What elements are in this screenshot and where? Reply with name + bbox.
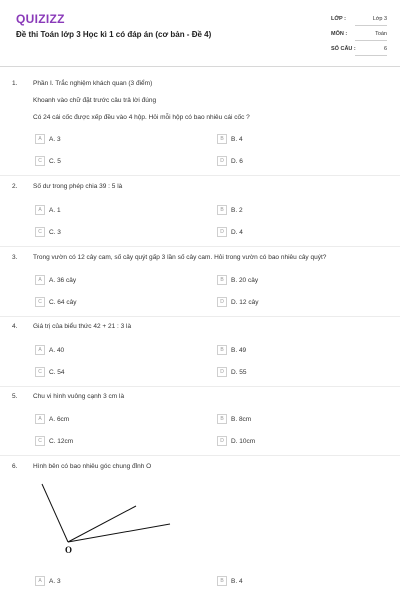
angle-diagram (38, 480, 178, 560)
option-letter-box: C (35, 297, 45, 307)
option-text: C. 54 (49, 368, 65, 376)
answer-option-b[interactable] (217, 345, 246, 355)
question-divider (0, 175, 400, 176)
answer-option-b[interactable] (217, 414, 251, 424)
answer-option-c[interactable] (35, 227, 61, 237)
option-text: D. 10cm (231, 437, 256, 445)
option-letter-box: D (217, 297, 227, 307)
option-letter-box: A (35, 414, 45, 424)
option-letter-box: A (35, 134, 45, 144)
question-text: Trong vườn có 12 cây cam, số cây quýt gấp 3 lần số cây cam. Hỏi trong vườn có bao nhiêu cây quýt? (33, 254, 327, 261)
question-number: 3. (12, 254, 18, 261)
option-text: B. 4 (231, 135, 243, 143)
option-letter-box: C (35, 227, 45, 237)
answer-option-b[interactable] (217, 275, 258, 285)
meta-value: Toán (375, 31, 387, 37)
option-text: C. 64 cây (49, 298, 77, 306)
answer-option-a[interactable] (35, 345, 64, 355)
option-text: C. 5 (49, 157, 61, 165)
option-text: A. 6cm (49, 415, 70, 423)
vertex-label: O (65, 545, 73, 555)
meta-underline (355, 25, 387, 26)
answer-option-d[interactable] (217, 436, 255, 446)
option-text: D. 4 (231, 228, 243, 236)
option-letter-box: B (217, 275, 227, 285)
option-text: C. 12cm (49, 437, 74, 445)
ray (42, 484, 68, 542)
option-letter-box: A (35, 205, 45, 215)
option-text: B. 8cm (231, 415, 252, 423)
answer-option-c[interactable] (35, 367, 65, 377)
option-letter-box: D (217, 227, 227, 237)
answer-option-d[interactable] (217, 156, 243, 166)
option-text: B. 20 cây (231, 276, 259, 284)
option-text: B. 4 (231, 577, 243, 585)
option-text: A. 40 (49, 346, 65, 354)
option-letter-box: B (217, 576, 227, 586)
answer-option-a[interactable] (35, 275, 76, 285)
question-text: Số dư trong phép chia 39 : 5 là (33, 183, 123, 190)
answer-option-c[interactable] (35, 436, 73, 446)
option-text: D. 6 (231, 157, 243, 165)
option-text: A. 36 cây (49, 276, 77, 284)
worksheet-header (0, 0, 400, 67)
option-letter-box: A (35, 345, 45, 355)
ray (68, 506, 136, 542)
answer-option-b[interactable] (217, 576, 243, 586)
answer-option-a[interactable] (35, 205, 61, 215)
answer-option-d[interactable] (217, 227, 243, 237)
option-letter-box: C (35, 156, 45, 166)
option-text: B. 49 (231, 346, 247, 354)
question-text: Chu vi hình vuông cạnh 3 cm là (33, 393, 125, 400)
question-divider (0, 386, 400, 387)
option-letter-box: C (35, 367, 45, 377)
question-text: Khoanh vào chữ đặt trước câu trả lời đúng (33, 97, 157, 104)
option-letter-box: C (35, 436, 45, 446)
answer-option-b[interactable] (217, 134, 243, 144)
quizizz-logo: QUIZIZZ (16, 12, 65, 26)
option-letter-box: D (217, 367, 227, 377)
question-divider (0, 316, 400, 317)
option-text: B. 2 (231, 206, 243, 214)
meta-value: 6 (383, 46, 387, 52)
answer-option-c[interactable] (35, 156, 61, 166)
question-divider (0, 455, 400, 456)
option-letter-box: D (217, 156, 227, 166)
question-text: Giá trị của biểu thức 42 + 21 : 3 là (33, 323, 132, 330)
option-text: A. 1 (49, 206, 61, 214)
answer-option-a[interactable] (35, 576, 61, 586)
answer-option-c[interactable] (35, 297, 76, 307)
question-number: 6. (12, 463, 18, 470)
answer-option-a[interactable] (35, 414, 69, 424)
answer-option-a[interactable] (35, 134, 61, 144)
answer-option-b[interactable] (217, 205, 243, 215)
option-text: D. 12 cây (231, 298, 259, 306)
worksheet-title: Đề thi Toán lớp 3 Học kì 1 có đáp án (cơ bản - Đề 4) (16, 30, 212, 39)
answer-option-d[interactable] (217, 297, 258, 307)
meta-underline (355, 55, 387, 56)
option-letter-box: B (217, 345, 227, 355)
option-letter-box: B (217, 205, 227, 215)
meta-underline (355, 40, 387, 41)
question-number: 1. (12, 80, 18, 87)
ray (68, 524, 170, 542)
option-letter-box: B (217, 414, 227, 424)
option-text: A. 3 (49, 135, 61, 143)
option-letter-box: B (217, 134, 227, 144)
meta-value: Lớp 3 (372, 16, 387, 22)
option-text: A. 3 (49, 577, 61, 585)
option-letter-box: D (217, 436, 227, 446)
question-divider (0, 246, 400, 247)
option-letter-box: A (35, 576, 45, 586)
question-number: 5. (12, 393, 18, 400)
question-text: Hình bên có bao nhiêu góc chung đỉnh O (33, 463, 152, 470)
meta-key: LỚP : (331, 16, 346, 22)
answer-option-d[interactable] (217, 367, 247, 377)
question-text: Có 24 cái cốc được xếp đều vào 4 hộp. Hỏi mỗi hộp có bao nhiêu cái cốc ? (33, 114, 250, 121)
question-number: 2. (12, 183, 18, 190)
question-text: Phần I. Trắc nghiệm khách quan (3 điểm) (33, 80, 153, 87)
meta-key: MÔN : (331, 31, 348, 37)
option-text: C. 3 (49, 228, 61, 236)
question-number: 4. (12, 323, 18, 330)
meta-key: SỐ CÂU : (331, 46, 356, 52)
option-text: D. 55 (231, 368, 247, 376)
option-letter-box: A (35, 275, 45, 285)
